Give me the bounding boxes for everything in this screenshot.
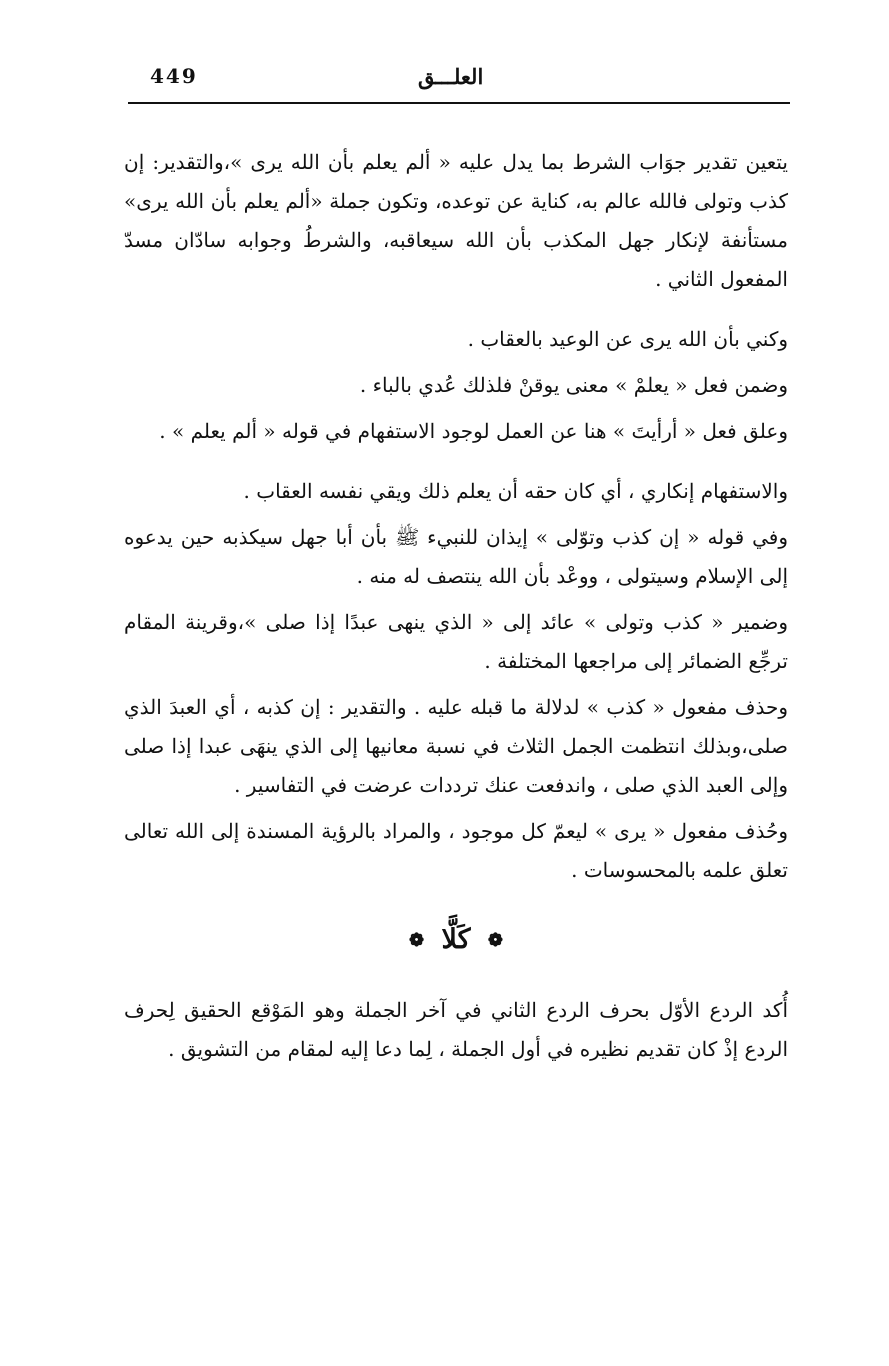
running-title: العلـــق <box>418 64 484 89</box>
page-number: 449 <box>150 64 198 88</box>
page-header <box>128 62 790 102</box>
paragraph-4: وعلق فعل « أرأيتَ » هنا عن العمل لوجود الاستفهام في قوله « ألم يعلم » . <box>159 419 788 443</box>
paragraph-8: وحذف مفعول « كذب » لدلالة ما قبله عليه . والتقدير : إن كذبه ، أي العبدَ الذي صلى،وبذلك انتظمت الجمل الثلاث في نسبة معانيها إلى الذي ينهَى عبدا إذا صلى وإلى العبد الذي صلى ، واندفعت عنك ترددات عرضت في التفاسير . <box>124 695 788 797</box>
paragraph-7: وضمير « كذب وتولى » عائد إلى « الذي ينهى عبدًا إذا صلى »،وقرينة المقام ترجِّع الضمائر إلى مراجعها المختلفة . <box>124 610 788 673</box>
paragraph-3: وضمن فعل « يعلمْ » معنى يوقنْ فلذلك عُدي بالباء . <box>359 373 788 397</box>
ornament-right-icon: ❁ <box>487 929 503 951</box>
verse-heading <box>124 920 788 961</box>
paragraph-5: والاستفهام إنكاري ، أي كان حقه أن يعلم ذلك ويقي نفسه العقاب . <box>243 479 788 503</box>
paragraph-6: وفي قوله « إن كذب وتوّلى » إيذان للنبيء ﷺ بأن أبا جهل سيكذبه حين يدعوه إلى الإسلام وسيتولى ، ووعْد بأن الله ينتصف له منه . <box>124 525 788 588</box>
paragraph-2: وكني بأن الله يرى عن الوعيد بالعقاب . <box>467 327 788 351</box>
ornament-left-icon: ❁ <box>409 929 425 951</box>
page-body <box>124 143 788 1069</box>
paragraph-10: أُكد الردع الأوّل بحرف الردع الثاني في آخر الجملة وهو المَوْقع الحقيق لِحرف الردع إذْ كان تقديم نظيره في أول الجملة ، لِما دعا إليه لمقام من التشويق . <box>124 997 788 1061</box>
paragraph-9: وحُذف مفعول « يرى » ليعمّ كل موجود ، والمراد بالرؤية المسندة إلى الله تعالى تعلق علمه بالمحسوسات . <box>124 819 788 882</box>
verse-heading-word: كَلَّا <box>441 924 471 955</box>
header-divider <box>128 102 790 104</box>
paragraph-1: يتعين تقدير جوَاب الشرط بما يدل عليه « ألم يعلم بأن الله يرى »،والتقدير: إن كذب وتولى فالله عالم به، كناية عن توعده، وتكون جملة «ألم يعلم بأن الله يرى» مستأنفة لإنكار جهل المكذب بأن الله سيعاقبه، والشرطُ وجوابه سادّان مسدّ المفعول الثاني . <box>124 150 788 291</box>
